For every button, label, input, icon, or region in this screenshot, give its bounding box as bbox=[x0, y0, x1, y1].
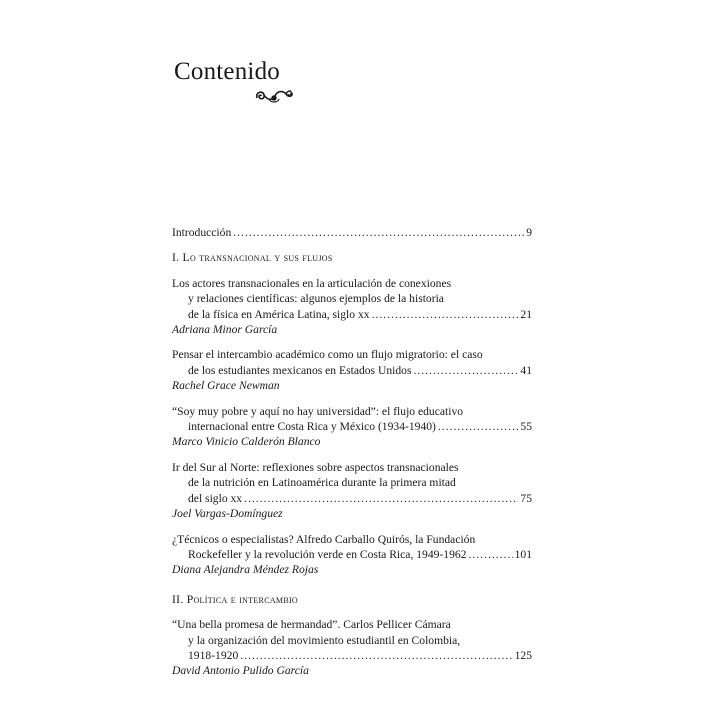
toc-entry[interactable] bbox=[172, 276, 532, 338]
toc-page-number: 101 bbox=[514, 547, 532, 561]
toc-entry-title: Rockefeller y la revolución verde en Costa Rica, 1949-1962 bbox=[188, 547, 467, 561]
dot-leader bbox=[233, 225, 524, 240]
toc-page-number: 21 bbox=[520, 307, 532, 321]
toc-page-number: 125 bbox=[514, 648, 532, 662]
toc-entry-title: Los actores transnacionales en la articulación de conexiones bbox=[172, 276, 452, 290]
toc-author: Joel Vargas-Domínguez bbox=[172, 507, 283, 521]
toc-author: Rachel Grace Newman bbox=[172, 379, 280, 393]
toc-entry-title: internacional entre Costa Rica y México (1934-1940) bbox=[188, 420, 436, 434]
toc-page-number: 55 bbox=[520, 420, 532, 434]
toc-page-number: 9 bbox=[526, 226, 532, 239]
toc-entry-title: y relaciones científicas: algunos ejemplos de la historia bbox=[188, 292, 444, 306]
toc-entry-title: 1918-1920 bbox=[188, 648, 239, 662]
toc-author: Adriana Minor García bbox=[172, 323, 278, 337]
page-title: Contenido bbox=[174, 58, 280, 85]
toc-entry-title: Pensar el intercambio académico como un flujo migratorio: el caso bbox=[172, 348, 483, 362]
table-of-contents bbox=[172, 225, 532, 679]
dot-leader bbox=[372, 307, 519, 322]
toc-entry[interactable] bbox=[172, 532, 532, 578]
toc-page-number: 75 bbox=[520, 491, 532, 505]
toc-entry-title: de la física en América Latina, siglo xx bbox=[188, 307, 370, 321]
toc-author: Marco Vinicio Calderón Blanco bbox=[172, 435, 321, 449]
dot-leader bbox=[468, 547, 512, 562]
toc-page-number: 41 bbox=[520, 363, 532, 377]
toc-entry-title: ¿Técnicos o especialistas? Alfredo Carballo Quirós, la Fundación bbox=[172, 532, 476, 546]
toc-entry-intro[interactable] bbox=[172, 225, 532, 240]
toc-entry[interactable] bbox=[172, 617, 532, 679]
toc-author: Diana Alejandra Méndez Rojas bbox=[172, 563, 319, 577]
toc-entry[interactable] bbox=[172, 404, 532, 450]
fleuron-ornament-icon bbox=[253, 84, 295, 106]
section-heading: II. Política e intercambio bbox=[172, 592, 298, 606]
toc-entry-title: “Soy muy pobre y aquí no hay universidad”: el flujo educativo bbox=[172, 404, 464, 418]
toc-entry-title: de los estudiantes mexicanos en Estados Unidos bbox=[188, 363, 412, 377]
dot-leader bbox=[438, 419, 519, 434]
dot-leader bbox=[413, 363, 518, 378]
toc-entry-title: Introducción bbox=[172, 226, 232, 239]
toc-entry-title: de la nutrición en Latinoamérica durante la primera mitad bbox=[188, 476, 456, 490]
toc-author: David Antonio Pulido García bbox=[172, 664, 309, 678]
toc-entry-title: y la organización del movimiento estudiantil en Colombia, bbox=[188, 633, 461, 647]
toc-entry-title: del siglo xx bbox=[188, 491, 243, 505]
toc-entry[interactable] bbox=[172, 460, 532, 522]
section-heading: I. Lo transnacional y sus flujos bbox=[172, 251, 333, 265]
toc-entry-title: Ir del Sur al Norte: reflexiones sobre aspectos transnacionales bbox=[172, 460, 459, 474]
toc-entry[interactable] bbox=[172, 347, 532, 393]
toc-entry-title: “Una bella promesa de hermandad”. Carlos Pellicer Cámara bbox=[172, 618, 451, 632]
dot-leader bbox=[240, 648, 512, 663]
dot-leader bbox=[244, 491, 518, 506]
